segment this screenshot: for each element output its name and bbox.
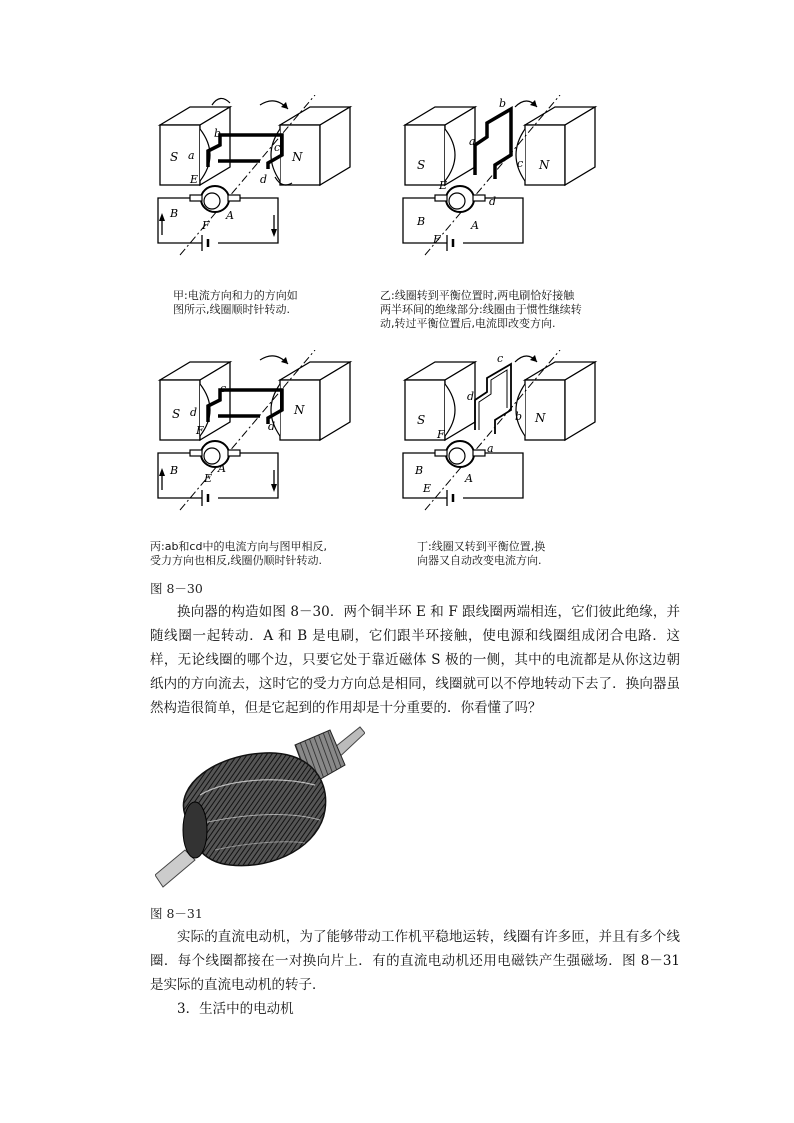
label-A: A [471, 219, 479, 232]
label-c: c [274, 141, 281, 154]
label-d: d [190, 406, 198, 419]
label-F: F [437, 428, 445, 441]
label-d: d [260, 173, 268, 186]
label-A: A [465, 472, 473, 485]
label-c: c [220, 382, 227, 395]
label-E: E [439, 179, 448, 192]
label-N: N [539, 158, 550, 172]
caption-yi: 乙:线圈转到平衡位置时,两电刷恰好接触 两半环间的绝缘部分:线圈由于惯性继续转 动,转过平衡位置后,电流即改变方向. [380, 289, 582, 330]
label-d-right: d [268, 420, 276, 433]
label-E: E [423, 482, 432, 495]
rotor-photo [155, 725, 365, 895]
diagram-yi [395, 95, 605, 265]
label-S: S [417, 158, 426, 172]
label-b: b [214, 127, 222, 140]
label-F: F [202, 219, 210, 232]
label-d: d [489, 195, 497, 208]
label-S: S [170, 150, 179, 164]
figure-8-31-label: 图 8－31 [150, 906, 203, 921]
label-a: a [487, 442, 494, 455]
label-d: d [467, 390, 475, 403]
label-a: a [469, 135, 476, 148]
label-a: a [188, 149, 195, 162]
label-B: B [170, 207, 179, 220]
label-N: N [294, 403, 305, 417]
label-B: B [170, 464, 179, 477]
label-A: A [218, 462, 226, 475]
paragraph-commutator: 换向器的构造如图 8－30．两个铜半环 E 和 F 跟线圈两端相连，它们彼此绝缘，并随线圈一起转动．A 和 B 是电刷，它们跟半环接触，使电源和线圈组成闭合电路．这样，无论线圈的哪个边，只要它处于靠近磁体 S 极的一侧，其中的电流都是从你这边朝纸内的方向流去，这时它的受力方向总是相同，线圈就可以不停地转动下去了．换向器虽然构造很简单，但是它起到的作用却是十分重要的．你看懂了吗？ [150, 604, 680, 716]
label-F: F [196, 424, 204, 437]
label-S: S [172, 407, 181, 421]
label-F: F [433, 233, 441, 246]
label-N: N [535, 411, 546, 425]
label-N: N [292, 150, 303, 164]
label-c: c [497, 352, 504, 365]
label-E: E [204, 472, 213, 485]
section-heading: 3．生活中的电动机 [177, 1001, 294, 1017]
caption-bing: 丙:ab和cd中的电流方向与图甲相反, 受力方向也相反,线圈仍顺时针转动. [150, 540, 327, 567]
paragraph-real-motor: 实际的直流电动机，为了能够带动工作机平稳地运转，线圈有许多匝，并且有多个线圈．每个线圈都接在一对换向片上．有的直流电动机还用电磁铁产生强磁场．图 8－31 是实际的直流电动机的转子． [150, 929, 680, 993]
label-B: B [417, 215, 426, 228]
caption-ding: 丁:线圈又转到平衡位置,换 向器又自动改变电流方向. [417, 540, 546, 567]
label-E: E [190, 173, 199, 186]
caption-jia: 甲:电流方向和力的方向如 图所示,线圈顺时针转动. [173, 289, 298, 316]
label-B: B [415, 464, 424, 477]
diagram-jia [150, 95, 360, 265]
diagram-ding [395, 350, 605, 520]
figure-8-30-label: 图 8－30 [150, 581, 203, 596]
label-c: c [517, 157, 524, 170]
diagram-bing [150, 350, 360, 520]
label-b: b [515, 410, 523, 423]
label-b: b [499, 97, 507, 110]
label-S: S [417, 413, 426, 427]
label-A: A [226, 209, 234, 222]
